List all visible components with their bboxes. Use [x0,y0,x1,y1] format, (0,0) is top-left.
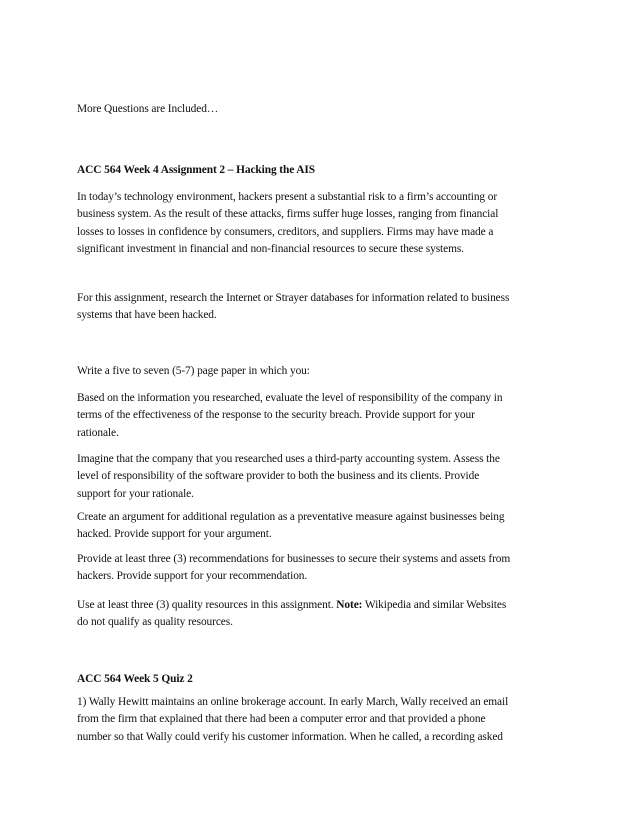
note-label: Note: [336,599,363,611]
intro-text [77,101,567,118]
assignment-paragraph-3 [77,363,567,380]
intro-line: More Questions are Included… [77,103,219,115]
assignment-item-1 [77,390,567,442]
assignment-paragraph-1 [77,189,567,259]
assignment-item-3 [77,509,567,544]
quiz-heading-text: ACC 564 Week 5 Quiz 2 [77,673,193,685]
text-line: rationale. [77,426,119,439]
text-line [77,597,567,614]
text-line: hackers. Provide support for your recommendation. [77,570,308,583]
text-line: In today’s technology environment, hackers present a substantial risk to a firm’s accounting or [77,191,498,203]
text-line: systems that have been hacked. [77,309,217,322]
text-line: hacked. Provide support for your argument. [77,528,272,541]
text-line: losses to losses in confidence by consumers, creditors, and suppliers. Firms may have made a [77,225,494,238]
text-line: business system. As the result of these attacks, firms suffer huge losses, ranging from financial [77,208,499,221]
text-line: from the firm that explained that there had been a computer error and that provided a phone [77,713,486,726]
assignment-heading [77,162,567,179]
text-line: significant investment in financial and non-financial resources to secure these systems. [77,243,464,256]
text-line: Provide at least three (3) recommendations for businesses to secure their systems and assets from [77,553,511,565]
quiz-heading [77,671,567,688]
text-segment: Use at least three (3) quality resources in this assignment. [77,599,337,611]
assignment-item-4 [77,551,567,586]
text-line: Write a five to seven (5-7) page paper in which you: [77,365,310,377]
assignment-paragraph-2 [77,290,567,325]
text-line: do not qualify as quality resources. [77,616,233,629]
text-line: support for your rationale. [77,487,194,500]
assignment-heading-text: ACC 564 Week 4 Assignment 2 – Hacking the AIS [77,164,316,176]
text-line: 1) Wally Hewitt maintains an online brokerage account. In early March, Wally received an email [77,696,509,708]
quiz-question-1 [77,694,567,746]
assignment-item-2 [77,451,567,503]
text-line: terms of the effectiveness of the response to the security breach. Provide support for your [77,409,475,422]
text-line: number so that Wally could verify his customer information. When he called, a recording asked [77,730,503,743]
text-line: Imagine that the company that you researched uses a third-party accounting system. Assess the [77,453,500,465]
text-line: Create an argument for additional regulation as a preventative measure against businesses being [77,511,505,523]
assignment-item-5 [77,597,567,632]
text-line: Based on the information you researched, evaluate the level of responsibility of the company in [77,392,503,404]
text-line: level of responsibility of the software provider to both the business and its clients. Provide [77,470,480,483]
text-segment: Wikipedia and similar Websites [362,599,507,611]
text-line: For this assignment, research the Internet or Strayer databases for information related to business [77,292,510,304]
